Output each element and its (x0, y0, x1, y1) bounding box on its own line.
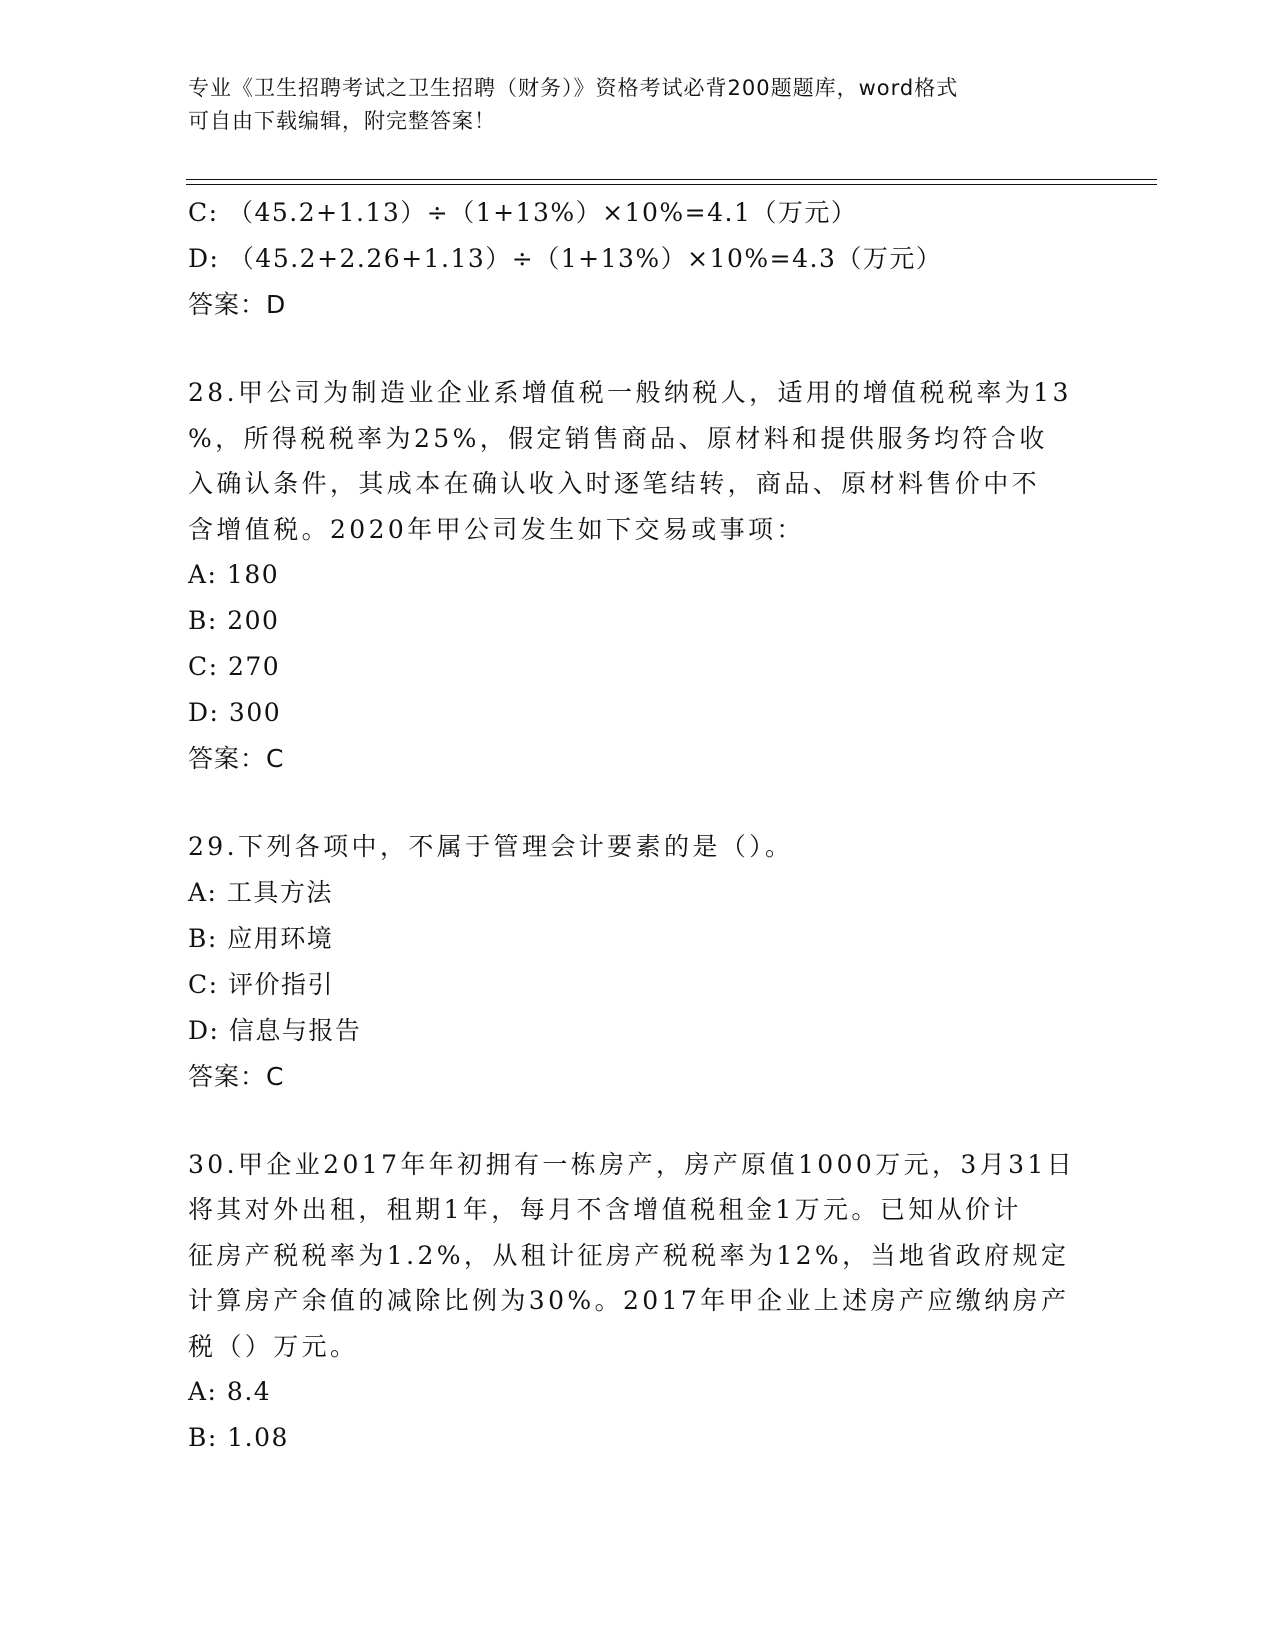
stem-line: 28.甲公司为制造业企业系增值税一般纳税人，适用的增值税税率为13 (188, 378, 1072, 407)
answer-label: 答案：C (188, 744, 285, 773)
option-d: D: 信息与报告 (188, 1015, 362, 1045)
question-27-tail (188, 190, 1088, 328)
option-a: A: 8.4 (188, 1377, 272, 1406)
stem-line: 税（）万元。 (188, 1331, 359, 1361)
option-c: C: （45.2+1.13）÷（1+13%）×10%=4.1（万元） (188, 198, 858, 227)
stem-line: 征房产税税率为1.2%，从租计征房产税税率为12%，当地省政府规定 (188, 1240, 1070, 1270)
header-line-2: 可自由下载编辑，附完整答案！ (188, 109, 496, 133)
stem-line: %，所得税税率为25%，假定销售商品、原材料和提供服务均符合收 (188, 423, 1048, 453)
question-stem (188, 370, 1088, 552)
stem-line: 30.甲企业2017年年初拥有一栋房产，房产原值1000万元，3月31日 (188, 1149, 1076, 1179)
question-stem (188, 824, 1088, 870)
option-b: B: 1.08 (188, 1423, 289, 1452)
option-d: D: （45.2+2.26+1.13）÷（1+13%）×10%=4.3（万元） (188, 244, 943, 273)
answer-label: 答案：C (188, 1061, 285, 1091)
option-a: A: 180 (188, 560, 280, 589)
option-b: B: 200 (188, 606, 280, 635)
stem-line: 含增值税。2020年甲公司发生如下交易或事项： (188, 514, 805, 544)
option-b: B: 应用环境 (188, 923, 334, 953)
question-30 (188, 1142, 1088, 1462)
question-29 (188, 824, 1088, 1100)
header-line-1: 专业《卫生招聘考试之卫生招聘（财务）》资格考试必背200题题库，word格式 (188, 76, 959, 100)
option-d: D: 300 (188, 698, 282, 727)
stem-line: 入确认条件，其成本在确认收入时逐笔结转，商品、原材料售价中不 (188, 469, 1041, 498)
stem-line: 29.下列各项中，不属于管理会计要素的是（）。 (188, 832, 794, 861)
option-a: A: 工具方法 (188, 877, 333, 907)
header-rule-top (186, 179, 1157, 180)
header-rule-bottom (186, 184, 1157, 185)
answer-label: 答案：D (188, 290, 287, 319)
question-stem (188, 1142, 1088, 1370)
option-c: C: 270 (188, 652, 281, 681)
document-header (188, 72, 1088, 138)
option-c: C: 评价指引 (188, 969, 334, 999)
question-28 (188, 370, 1088, 782)
stem-line: 计算房产余值的减除比例为30%。2017年甲企业上述房产应缴纳房产 (188, 1286, 1070, 1315)
document-body (188, 190, 1088, 1461)
stem-line: 将其对外出租，租期1年，每月不含增值税租金1万元。已知从价计 (188, 1195, 1022, 1224)
